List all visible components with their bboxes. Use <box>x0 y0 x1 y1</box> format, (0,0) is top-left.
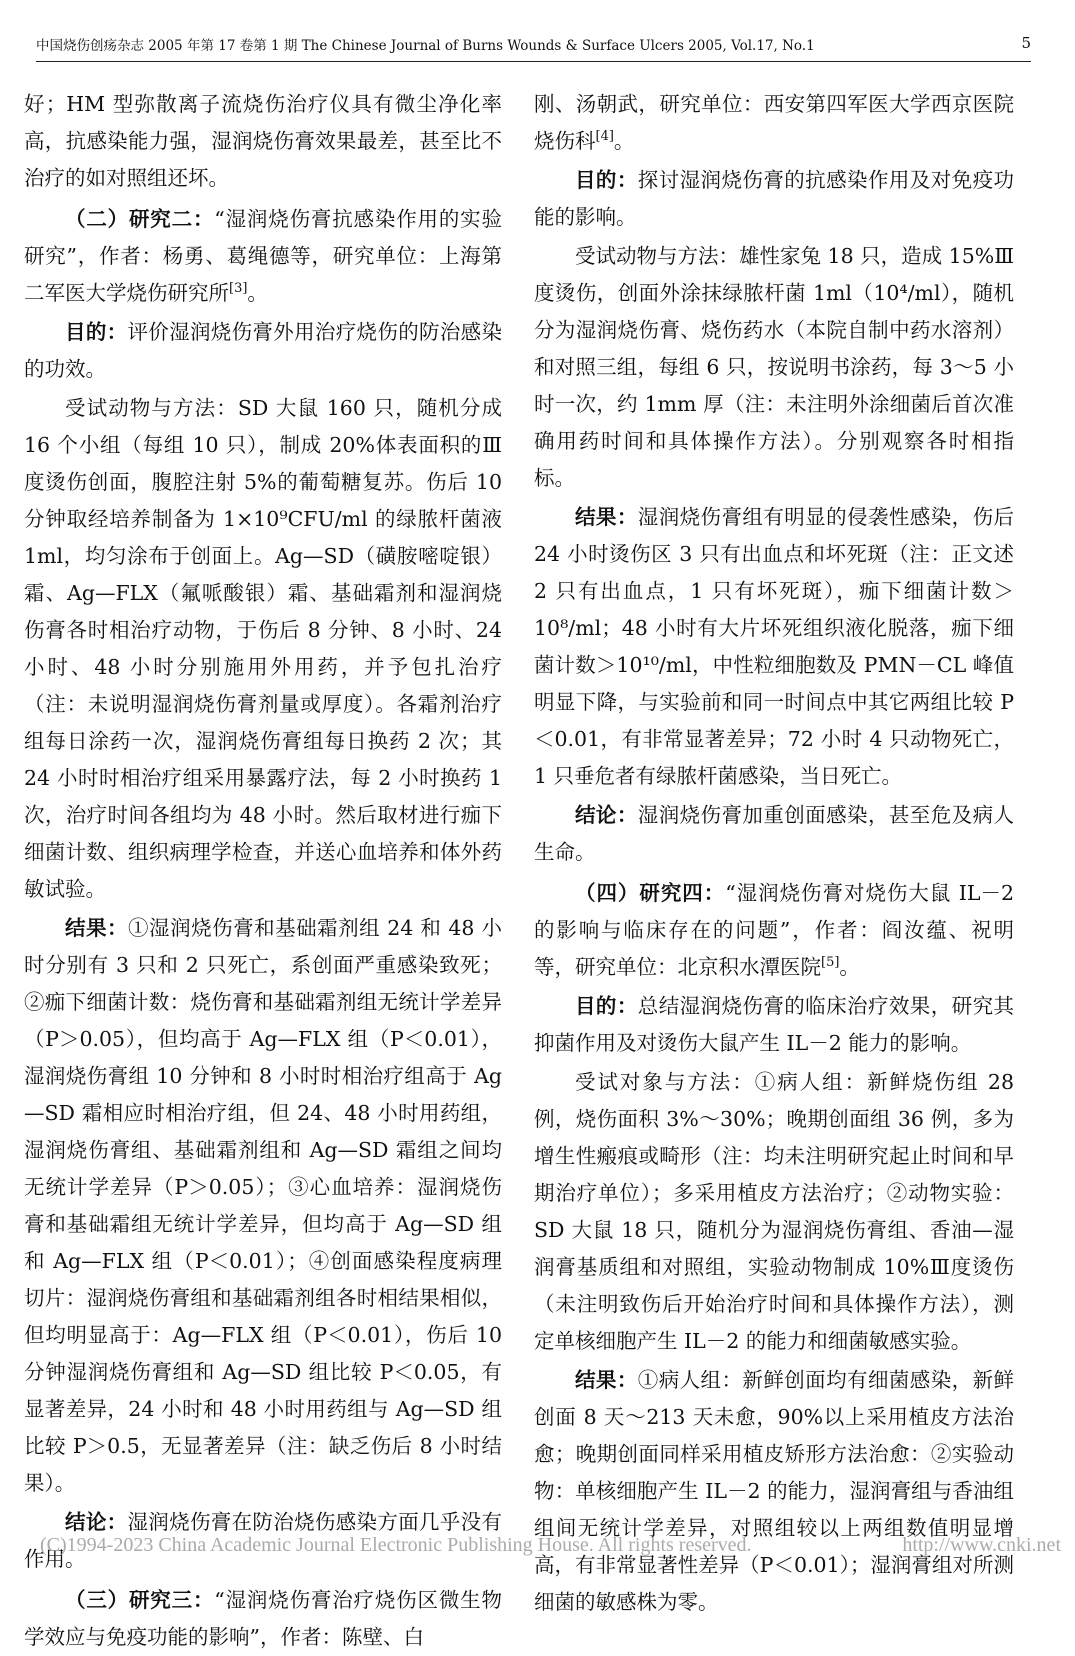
section-label: （四）研究四： <box>575 881 726 905</box>
section-title: “湿润烧伤膏对烧伤大鼠 IL－2 的影响与临床存在的问题”，作者：阎汝蕴、祝明等，研究单位：北京积水潭医院 <box>534 881 1015 979</box>
journal-title: 中国烧伤创疡杂志 2005 年第 17 卷第 1 期 The Chinese Journal of Burns Wounds & Surface Ulcers 2005, Vol.17, No.1 <box>36 38 815 54</box>
objective-label: 目的： <box>575 994 638 1018</box>
cnki-link[interactable]: http://www.cnki.net <box>902 1534 1061 1556</box>
conclusion-text: 湿润烧伤膏加重创面感染，甚至危及病人生命。 <box>534 803 1015 864</box>
results-text: 湿润烧伤膏组有明显的侵袭性感染，伤后 24 小时烫伤区 3 只有出血点和坏死斑（注：正文述 2 只有出血点，1 只有坏死斑），痂下细菌计数＞10⁸/ml；48 小时有大片坏死组织液化脱落，痂下细菌计数＞10¹⁰/ml，中性粒细胞数及 PMN－CL 峰值明显下降，与实验前和同一时间点中其它两组比较 P＜0.01，有非常显著差异；72 小时 4 只动物死亡，1 只垂危者有绿脓杆菌感染，当日死亡。 <box>534 505 1015 788</box>
results-paragraph <box>24 910 502 1502</box>
punct: 。 <box>839 955 860 979</box>
results-label: 结果： <box>575 1368 638 1392</box>
running-header <box>36 34 1031 62</box>
citation-ref: [5] <box>821 955 840 971</box>
results-text: ①湿润烧伤膏和基础霜剂组 24 和 48 小时分别有 3 只和 2 只死亡，系创面严重感染致死；②痂下细菌计数：烧伤膏和基础霜剂组无统计学差异（P＞0.05），但均高于 Ag—FLX 组（P＜0.01），湿润烧伤膏组 10 分钟和 8 小时时相治疗组高于 Ag—SD 霜相应时相治疗组，但 24、48 小时用药组，湿润烧伤膏组、基础霜剂组和 Ag—SD 霜组之间均无统计学差异（P＞0.05）；③心血培养：湿润烧伤膏和基础霜组无统计学差异，但均高于 Ag—SD 组和 Ag—FLX 组（P＜0.01）；④创面感染程度病理切片：湿润烧伤膏组和基础霜剂组各时相结果相似，但均明显高于：Ag—FLX 组（P＜0.01），伤后 10 分钟湿润烧伤膏组和 Ag—SD 组比较 P＜0.05，有显著差异，24 小时和 48 小时用药组与 Ag—SD 组比较 P＞0.5，无显著差异（注：缺乏伤后 8 小时结果）。 <box>24 916 502 1495</box>
objective-text: 探讨湿润烧伤膏的抗感染作用及对免疫功能的影响。 <box>534 168 1015 229</box>
copyright-text: (C)1994-2023 China Academic Journal Electronic Publishing House. All rights reserved. <box>40 1534 752 1556</box>
results-label: 结果： <box>65 916 129 940</box>
objective-text: 评价湿润烧伤膏外用治疗烧伤的防治感染的功效。 <box>24 320 503 381</box>
conclusion-label: 结论： <box>65 1510 128 1534</box>
header-rule <box>36 61 1031 62</box>
section-label: （二）研究二： <box>65 207 215 231</box>
punct: 。 <box>247 281 268 305</box>
conclusion-label: 结论： <box>575 803 638 827</box>
results-paragraph <box>534 1362 1014 1621</box>
section-title: “湿润烧伤膏抗感染作用的实验研究”，作者：杨勇、葛绳德等，研究单位：上海第二军医大学烧伤研究所 <box>24 207 502 305</box>
citation-ref: [4] <box>595 129 614 145</box>
methods-paragraph: 受试动物与方法：SD 大鼠 160 只，随机分成 16 个小组（每组 10 只），制成 20%体表面积的Ⅲ度烫伤创面，腹腔注射 5%的葡萄糖复苏。伤后 10 分钟取经培养制备为 1×10⁹CFU/ml 的绿脓杆菌液 1ml，均匀涂布于创面上。Ag—SD（磺胺嘧啶银）霜、Ag—FLX（氟哌酸银）霜、基础霜剂和湿润烧伤膏各时相治疗动物，于伤后 8 分钟、8 小时、24 小时、48 小时分别施用外用药，并予包扎治疗（注：未说明湿润烧伤膏剂量或厚度）。各霜剂治疗组每日涂药一次，湿润烧伤膏组每日换药 2 次；其 24 小时时相治疗组采用暴露疗法，每 2 小时换药 1 次，治疗时间各组均为 48 小时。然后取材进行痂下细菌计数、组织病理学检查，并送心血培养和体外药敏试验。 <box>24 396 502 901</box>
section-heading-study-2 <box>24 201 502 312</box>
copyright-watermark <box>40 1534 1065 1574</box>
paragraph <box>534 86 1014 160</box>
objective-paragraph <box>24 314 502 388</box>
paragraph: 好；HM 型弥散离子流烧伤治疗仪具有微尘净化率高，抗感染能力强，湿润烧伤膏效果最差，甚至比不治疗的如对照组还坏。 <box>24 92 502 190</box>
citation-ref: [3] <box>229 281 248 297</box>
page-number: 5 <box>1021 34 1031 52</box>
section-title: “湿润烧伤膏治疗烧伤区微生物学效应与免疫功能的影响”，作者：陈壁、白 <box>24 1588 502 1649</box>
right-column <box>534 86 1014 1621</box>
authors-text: 刚、汤朝武，研究单位：西安第四军医大学西京医院烧伤科 <box>534 92 1014 153</box>
section-label: （三）研究三： <box>65 1588 215 1612</box>
results-text: ①病人组：新鲜创面均有细菌感染，新鲜创面 8 天～213 天未愈，90%以上采用植皮方法治愈；晚期创面同样采用植皮矫形方法治愈：②实验动物：单核细胞产生 IL－2 的能力，湿润膏组与香油组组间无统计学差异，对照组较以上两组数值明显增高，有非常显著性差异（P＜0.01）；湿润膏组对所测细菌的敏感株为零。 <box>534 1368 1015 1614</box>
section-heading-study-4 <box>534 875 1014 986</box>
methods-paragraph: 受试动物与方法：雄性家兔 18 只，造成 15%Ⅲ度烫伤，创面外涂抹绿脓杆菌 1ml（10⁴/ml），随机分为湿润烧伤膏、烧伤药水（本院自制中药水溶剂）和对照三组，每组 6 只，按说明书涂药，每 3～5 小时一次，约 1mm 厚（注：未注明外涂细菌后首次准确用药时间和具体操作方法）。分别观察各时相指标。 <box>534 244 1014 490</box>
section-heading-study-3 <box>24 1582 502 1656</box>
results-label: 结果： <box>575 505 638 529</box>
left-column <box>24 86 502 1656</box>
conclusion-text: 湿润烧伤膏在防治烧伤感染方面几乎没有作用。 <box>24 1510 503 1571</box>
conclusion-paragraph <box>534 797 1014 871</box>
results-paragraph <box>534 499 1014 795</box>
objective-label: 目的： <box>65 320 128 344</box>
objective-text: 总结湿润烧伤膏的临床治疗效果，研究其抑菌作用及对烫伤大鼠产生 IL－2 能力的影响。 <box>534 994 1015 1055</box>
methods-paragraph: 受试对象与方法：①病人组：新鲜烧伤组 28 例，烧伤面积 3%～30%；晚期创面组 36 例，多为增生性瘢痕或畸形（注：均未注明研究起止时间和早期治疗单位）；多采用植皮方法治疗；②动物实验：SD 大鼠 18 只，随机分为湿润烧伤膏组、香油—湿润膏基质组和对照组，实验动物制成 10%Ⅲ度烫伤（未注明致伤后开始治疗时间和具体操作方法），测定单核细胞产生 IL－2 的能力和细菌敏感实验。 <box>534 1070 1014 1353</box>
objective-label: 目的： <box>575 168 638 192</box>
punct: 。 <box>613 129 635 153</box>
objective-paragraph <box>534 988 1014 1062</box>
objective-paragraph <box>534 162 1014 236</box>
